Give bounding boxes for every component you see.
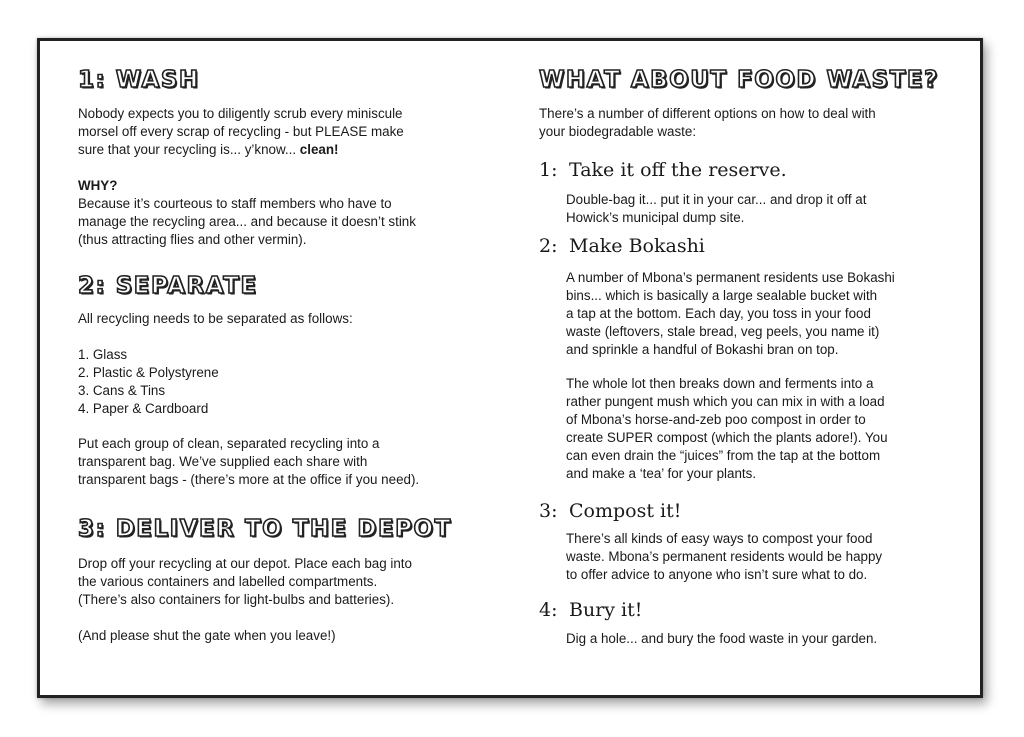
separate-list: [78, 346, 219, 418]
right-column: [539, 41, 949, 695]
option-3-body: There’s all kinds of easy ways to compost your food waste. Mbona’s permanent residents would be happy to offer advice to anyone who isn’t sure what to do.: [566, 531, 883, 582]
option-3-heading: [539, 499, 681, 523]
list-item: 2. Plastic & Polystyrene: [78, 365, 219, 380]
wash-body-text: Nobody expects you to diligently scrub every miniscule morsel off every scrap of recycling - but PLEASE make sure that your recycling is... y’know...: [78, 106, 404, 157]
option-number: 1:: [539, 159, 558, 181]
wash-emphasis: clean!: [299, 142, 339, 157]
option-title: Take it off the reserve.: [569, 159, 787, 181]
option-2-body: A number of Mbona’s permanent residents use Bokashi bins... which is basically a large sealable bucket with a tap at the bottom. Each day, you toss in your food waste (leftovers, stale bread, veg peels, you name it) and sprinkle a handful of Bokashi bran on top.: [566, 270, 895, 357]
option-number: 2:: [539, 235, 558, 257]
deliver-note: (And please shut the gate when you leave!): [78, 628, 336, 643]
food-waste-heading: WHAT ABOUT FOOD WASTE?: [539, 67, 939, 93]
left-column: [78, 41, 498, 695]
option-title: Compost it!: [569, 500, 682, 522]
separate-heading: 2: SEPARATE: [78, 273, 258, 299]
option-title: Bury it!: [569, 599, 643, 621]
wash-body: [78, 105, 404, 159]
option-title: Make Bokashi: [569, 235, 705, 257]
food-waste-intro: There’s a number of different options on how to deal with your biodegradable waste:: [539, 106, 876, 139]
why-body: Because it’s courteous to staff members who have to manage the recycling area... and because it doesn’t stink (thus attracting flies and other vermin).: [78, 196, 416, 247]
option-4-heading: [539, 598, 642, 622]
option-2-heading: [539, 234, 705, 258]
option-4-body: Dig a hole... and bury the food waste in your garden.: [566, 631, 878, 646]
separate-outro: Put each group of clean, separated recycling into a transparent bag. We’ve supplied each share with transparent bags - (there’s more at the office if you need).: [78, 436, 420, 487]
separate-intro: All recycling needs to be separated as follows:: [78, 311, 353, 326]
option-1-body: Double-bag it... put it in your car... and drop it off at Howick’s municipal dump site.: [566, 192, 867, 225]
wash-heading: 1: WASH: [78, 67, 200, 93]
list-item: 3. Cans & Tins: [78, 383, 166, 398]
deliver-heading: 3: DELIVER TO THE DEPOT: [78, 516, 452, 542]
option-number: 3:: [539, 500, 558, 522]
list-item: 1. Glass: [78, 347, 128, 362]
option-number: 4:: [539, 599, 558, 621]
document-page: [37, 38, 983, 698]
option-1-heading: [539, 158, 787, 182]
why-label: WHY?: [78, 178, 118, 193]
option-2-body-continued: The whole lot then breaks down and ferments into a rather pungent mush which you can mix in with a load of Mbona’s horse-and-zeb poo compost in order to create SUPER compost (which the plants adore!). You can even drain the “juices” from the tap at the bottom and make a ‘tea’ for your plants.: [566, 376, 888, 481]
deliver-body: Drop off your recycling at our depot. Place each bag into the various containers and labelled compartments. (There’s also containers for light-bulbs and batteries).: [78, 556, 412, 607]
list-item: 4. Paper & Cardboard: [78, 401, 209, 416]
